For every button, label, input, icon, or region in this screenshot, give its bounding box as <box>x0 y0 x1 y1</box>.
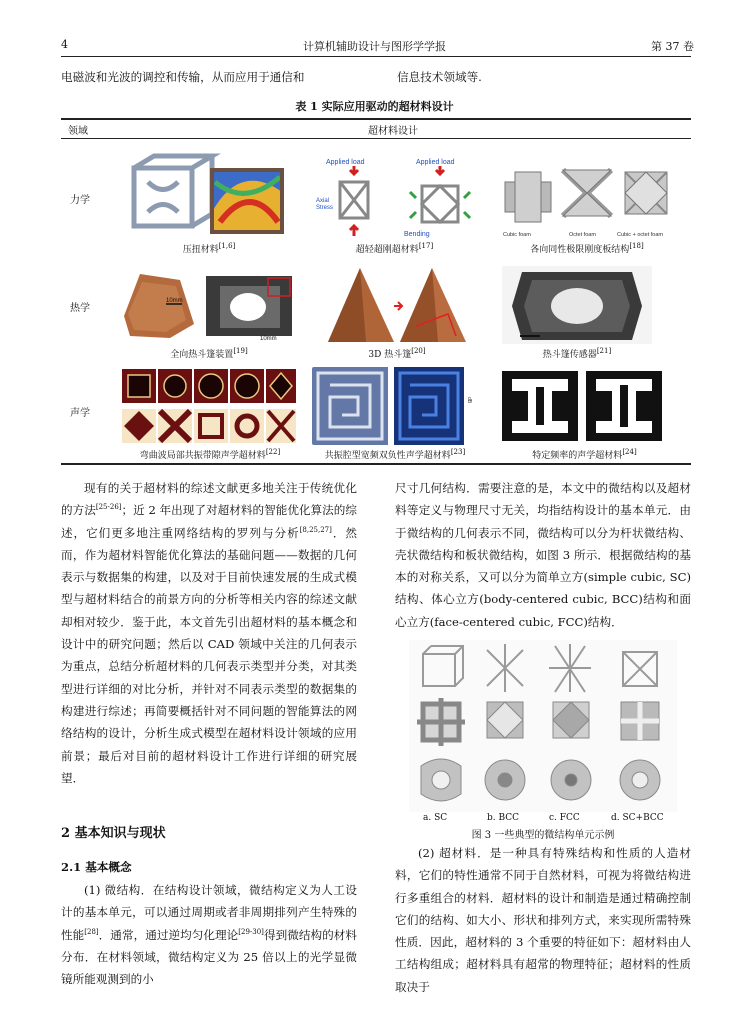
figure-3-image <box>409 640 677 812</box>
omnidirectional-thermal-cloak-image <box>120 266 298 344</box>
fig3-label-sc-bcc: d. SC+BCC <box>611 813 664 823</box>
caption-specific-frequency: 特定频率的声学超材料[24] <box>532 448 637 461</box>
header-rule <box>61 56 691 57</box>
row-label-mechanics: 力学 <box>70 195 90 206</box>
caption-ultralight-stiff: 超轻超刚超材料[17] <box>355 242 434 255</box>
ultralight-stiff-metamaterial-image <box>312 152 477 240</box>
row-label-acoustic: 声学 <box>70 408 90 419</box>
volume-label: 第 37 卷 <box>651 40 694 53</box>
top-text-right: 信息技术领域等. <box>397 70 482 84</box>
isotropic-plate-structure-image <box>497 152 677 240</box>
table-header-rule <box>61 138 691 139</box>
journal-title: 计算机辅助设计与图形学学报 <box>303 40 446 53</box>
right-paragraph-2: (2) 超材料．是一种具有特殊结构和性质的人造材料，它们的特性通常不同于自然材料，可视为将微结构进行多重组合的材料．超材料的设计和制造是通过精确控制它们的结构、如大小、形状和排列方式，来实现所需特殊性质．因此，超材料的 3 个重要的特征如下：超材料由人工结构组成；超材料具有超常的物理特征；超材料的性质取决于 <box>395 846 691 994</box>
table-header-domain: 领域 <box>68 126 88 137</box>
svg-text:Stress: Stress <box>316 205 334 211</box>
octet-foam-label: Octet foam <box>569 232 596 238</box>
specific-frequency-acoustic-metamaterial-image <box>502 367 667 445</box>
section-2-heading: 2 基本知识与现状 <box>61 826 166 841</box>
row-label-thermal: 热学 <box>70 303 90 314</box>
cubic-octet-foam-label: Cubic + octet foam <box>617 232 664 238</box>
page-number: 4 <box>61 38 68 51</box>
caption-bending-wave: 弯曲波局部共振带隙声学超材料[22] <box>139 448 281 461</box>
applied-load-label-1: Applied load <box>326 159 365 166</box>
scale-label-10mm-2: 10mm <box>260 336 277 342</box>
resonant-cavity-acoustic-metamaterial-image <box>312 367 477 445</box>
bending-wave-acoustic-metamaterial-image <box>120 367 298 445</box>
caption-isotropic-plate: 各向同性极限刚度板结构[18] <box>530 242 644 255</box>
applied-load-label-2: Applied load <box>416 159 455 166</box>
svg-text:dB: dB <box>466 397 472 404</box>
scale-label-10mm-1: 10mm <box>166 298 183 304</box>
axial-stress-label: Axial <box>316 198 330 204</box>
left-paragraph-1: 现有的关于超材料的综述文献更多地关注于传统优化的方法[25-26]；近 2 年出现了对超材料的智能优化算法的综述，它们更多地注重网络结构的罗列与分析[8,25,27]．然而，作为超材料智能优化算法的基础问题——数据的几何表示与数据集的构建，以及对于目前快速发展的生成式模型与超材料结合的前景方向的分析等相关内容的综述文献却相对较少．鉴于此，本文首先引出超材料的基本概念和设计中的研究问题；然后以 CAD 领域中关注的几何表示为重点，总结分析超材料的几何表示类型并分类，对其类型进行详细的对比分析，并针对不同表示类型的数据集的构建进行综述；再简要概括针对不同问题的智能算法的网络结构的设计，分析生成式模型在超材料设计领域的应用前景；最后对目前的超材料设计工作进行详细的研究展望． <box>61 481 357 785</box>
fig3-label-bcc: b. BCC <box>487 813 520 823</box>
caption-thermal-sensor: 热斗篷传感器[21] <box>542 347 612 360</box>
figure-3-caption: 图 3 一些典型的微结构单元示例 <box>471 830 615 841</box>
table-top-rule <box>61 118 691 120</box>
section-2-1-heading: 2.1 基本概念 <box>61 860 132 874</box>
table-title: 表 1 实际应用驱动的超材料设计 <box>295 100 454 113</box>
table-bottom-rule <box>61 463 691 465</box>
bending-label: Bending <box>404 231 430 238</box>
fig3-label-sc: a. SC <box>423 813 448 823</box>
table-header-design: 超材料设计 <box>368 126 418 137</box>
caption-resonant-cavity: 共振腔型宽频双负性声学超材料[23] <box>324 448 466 461</box>
right-paragraph-1: 尺寸几何结构．需要注意的是，本文中的微结构以及超材料等定义与物理尺寸无关，均指结构设计的基本单元．由于微结构的几何表示不同，微结构可以分为杆状微结构、壳状微结构和板状微结构，如图 3 所示．根据微结构的基本的对称关系，又可以分为简单立方(simple cubic, SC)结构、体心立方(body-centered cubic, BCC)结构和面心立方(face-centered cubic, FCC)结构． <box>395 481 691 629</box>
3d-thermal-cloak-image <box>322 266 472 344</box>
thermal-cloak-sensor-image <box>502 266 652 344</box>
caption-3d-thermal-cloak: 3D 热斗篷[20] <box>368 347 426 360</box>
caption-twist-material: 压扭材料[1,6] <box>182 242 236 255</box>
cubic-foam-label: Cubic foam <box>503 232 531 238</box>
top-text-left: 电磁波和光波的调控和传输，从而应用于通信和 <box>61 70 305 84</box>
twist-material-image <box>120 152 298 240</box>
caption-omni-thermal-cloak: 全向热斗篷装置[19] <box>170 347 248 360</box>
fig3-label-fcc: c. FCC <box>549 813 580 823</box>
left-paragraph-2: (1) 微结构．在结构设计领域，微结构定义为人工设计的基本单元，可以通过周期或者非周期排列产生特殊的性能[28]．通常，通过逆均匀化理论[29-30]得到微结构的材料分布．在材料领域，微结构定义为 25 倍以上的光学显微镜所能观测到的小 <box>61 883 357 987</box>
